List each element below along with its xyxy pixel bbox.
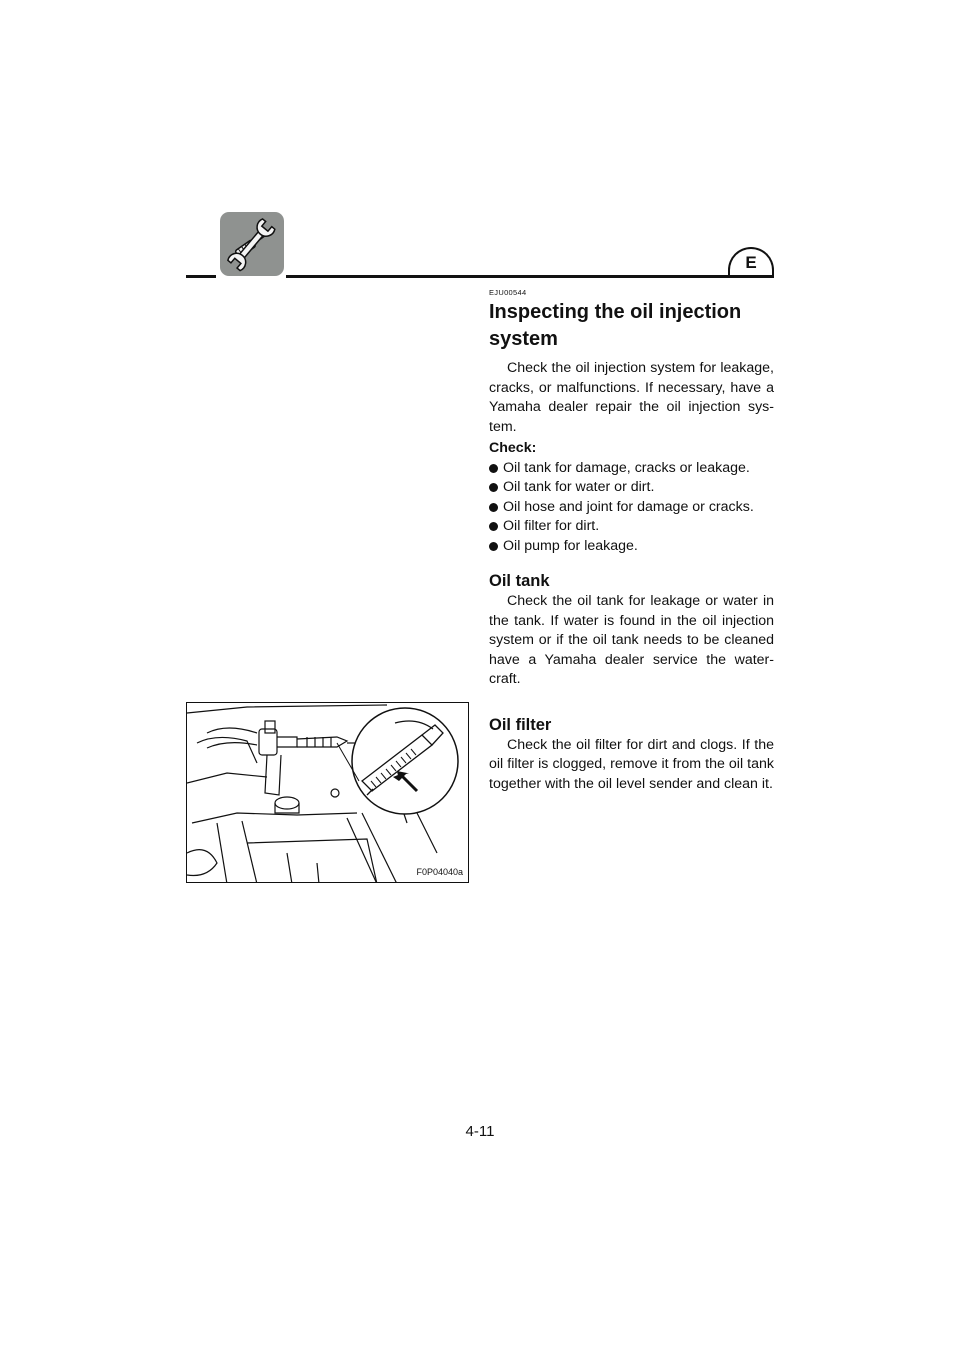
main-content bbox=[489, 284, 774, 794]
section-title-line2: system bbox=[489, 328, 558, 350]
check-list bbox=[489, 459, 774, 557]
header-rule bbox=[186, 275, 216, 278]
oil-filter-heading: Oil filter bbox=[489, 715, 552, 734]
wrench-screwdriver-icon bbox=[220, 212, 284, 276]
intro-paragraph: Check the oil injection system for leakage, cracks, or malfunctions. If necessary, have a Yamaha dealer repair the oil injection sys-tem. bbox=[489, 360, 774, 435]
list-item: Oil tank for damage, cracks or leakage. bbox=[489, 459, 774, 479]
section-title-line1: Inspecting the oil injection bbox=[489, 301, 742, 323]
oil-filter-paragraph: Check the oil filter for dirt and clogs. If the oil filter is clogged, remove it from the oil tank together with the oil level sender and clean it. bbox=[489, 736, 774, 792]
check-label: Check: bbox=[489, 440, 537, 456]
list-item: Oil tank for water or dirt. bbox=[489, 478, 774, 498]
language-badge: E bbox=[728, 247, 774, 275]
oil-tank-paragraph: Check the oil tank for leakage or water in the tank. If water is found in the oil injection system or if the oil tank needs to be cleaned have a Yamaha dealer service the water-craft. bbox=[489, 593, 774, 687]
document-code: EJU00544 bbox=[489, 288, 527, 297]
section-title bbox=[489, 299, 774, 353]
page-number: 4-11 bbox=[465, 1123, 495, 1140]
oil-filter-illustration bbox=[186, 702, 469, 883]
maintenance-section-icon bbox=[220, 212, 284, 276]
oil-tank-heading: Oil tank bbox=[489, 572, 550, 590]
engine-drawing bbox=[187, 703, 469, 883]
list-item: Oil hose and joint for damage or cracks. bbox=[489, 498, 774, 518]
header-rule bbox=[286, 275, 774, 278]
figure-code: F0P04040a bbox=[416, 867, 463, 877]
list-item: Oil filter for dirt. bbox=[489, 517, 774, 537]
list-item: Oil pump for leakage. bbox=[489, 537, 774, 557]
